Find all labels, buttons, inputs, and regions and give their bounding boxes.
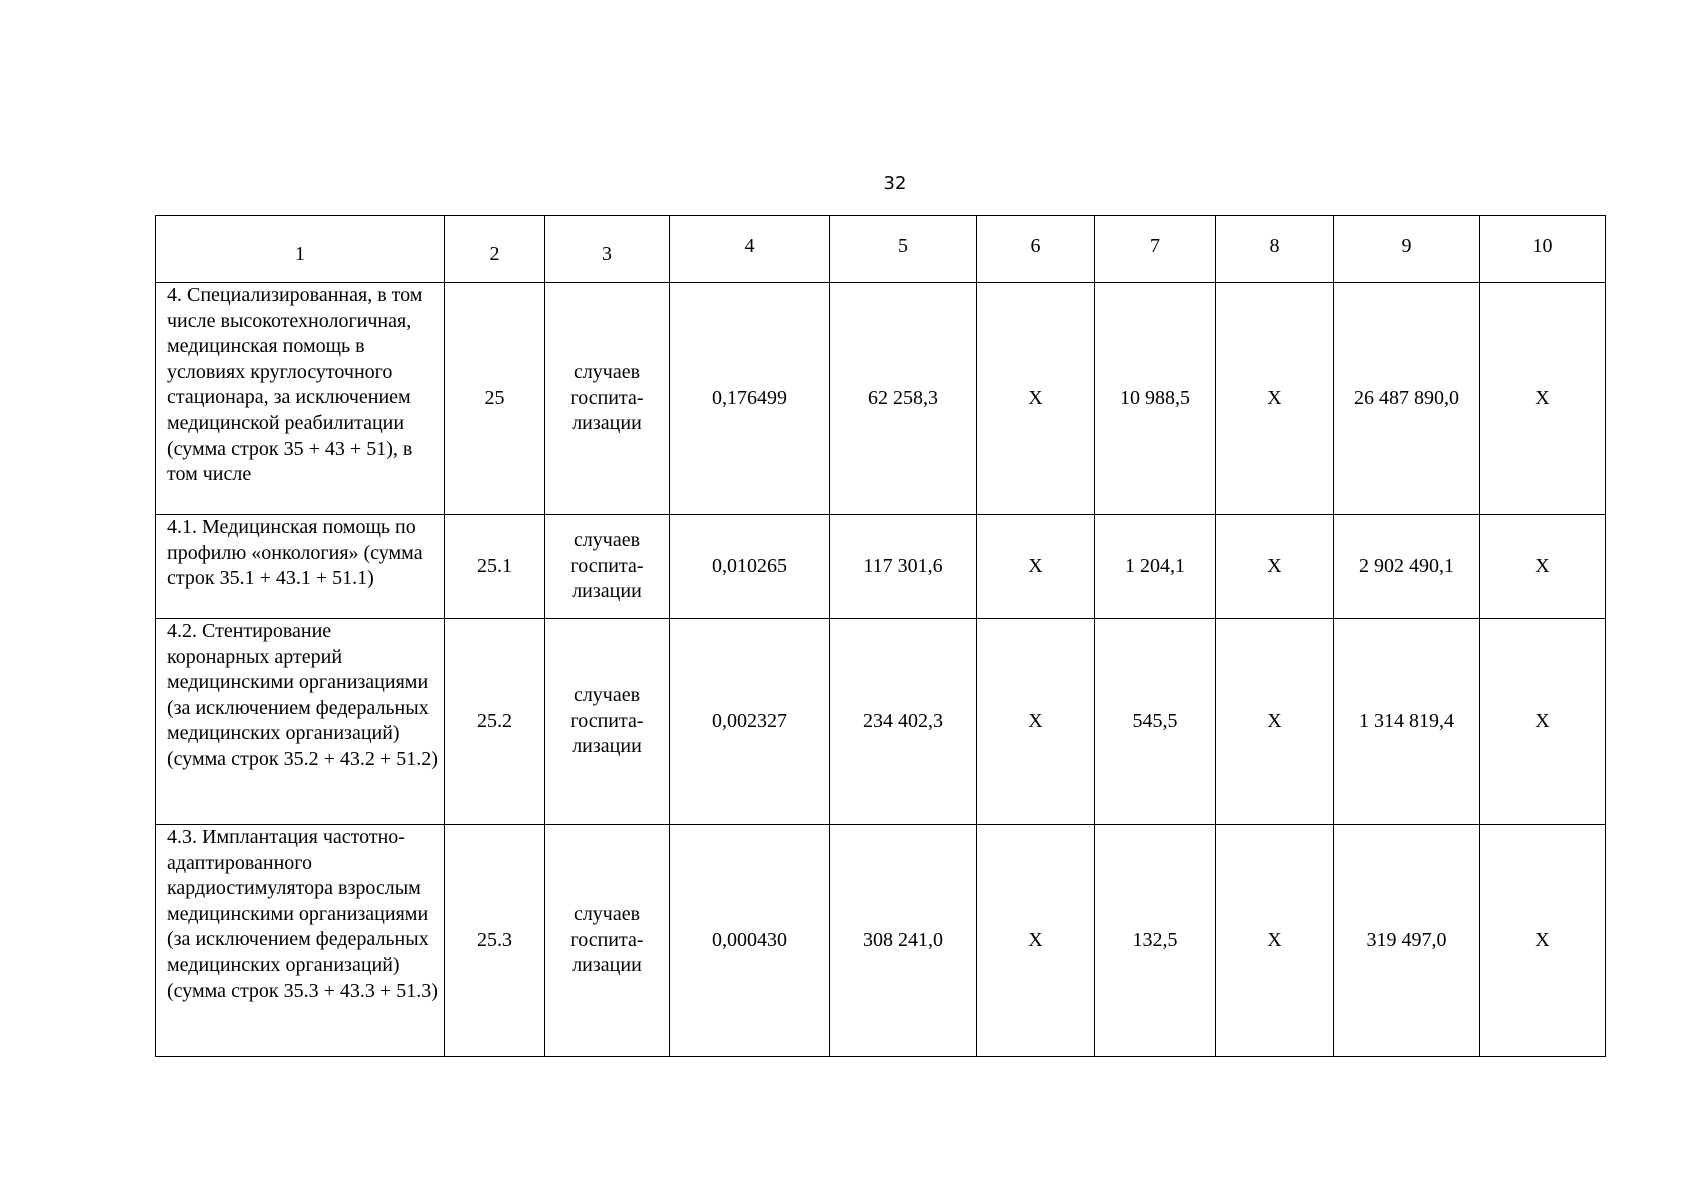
cell-col4: 0,002327 — [670, 619, 830, 825]
unit-line: случаев — [573, 903, 641, 926]
unit-line: лизации — [572, 954, 642, 977]
cell-col9: 319 497,0 — [1334, 825, 1480, 1057]
row-unit — [545, 825, 670, 1057]
row-unit — [545, 619, 670, 825]
column-header: 6 — [977, 216, 1095, 283]
unit-line: лизации — [572, 412, 642, 435]
cell-col6: Х — [977, 825, 1095, 1057]
unit-line: случаев — [573, 529, 641, 552]
table-header-row — [156, 216, 1606, 283]
unit-line: лизации — [572, 580, 642, 603]
cell-col5: 234 402,3 — [830, 619, 977, 825]
row-unit — [545, 515, 670, 619]
cell-col6: Х — [977, 515, 1095, 619]
row-name: 4.2. Стентирование коронарных артерий медицинскими организациями (за исключением федеральных медицинских организаций) (сумма строк 35.2 + 43.2 + 51.2) — [156, 619, 445, 825]
unit-line: случаев — [573, 684, 641, 707]
cell-col5: 62 258,3 — [830, 283, 977, 515]
column-header: 7 — [1095, 216, 1216, 283]
data-table — [155, 215, 1606, 1057]
cell-col6: Х — [977, 619, 1095, 825]
cell-col4: 0,176499 — [670, 283, 830, 515]
unit-line: госпита- — [570, 928, 644, 951]
unit-line: случаев — [573, 361, 641, 384]
row-code: 25 — [445, 283, 545, 515]
cell-col9: 2 902 490,1 — [1334, 515, 1480, 619]
cell-col5: 308 241,0 — [830, 825, 977, 1057]
column-header: 2 — [445, 216, 545, 283]
column-header: 1 — [156, 216, 445, 283]
column-header: 8 — [1216, 216, 1334, 283]
cell-col5: 117 301,6 — [830, 515, 977, 619]
cell-col10: Х — [1480, 619, 1606, 825]
cell-col7: 132,5 — [1095, 825, 1216, 1057]
column-header: 4 — [670, 216, 830, 283]
column-header: 3 — [545, 216, 670, 283]
row-name: 4.1. Медицинская помощь по профилю «онкология» (сумма строк 35.1 + 43.1 + 51.1) — [156, 515, 445, 619]
cell-col8: Х — [1216, 619, 1334, 825]
cell-col8: Х — [1216, 283, 1334, 515]
row-name: 4.3. Имплантация частотно-адаптированного кардиостимулятора взрослым медицинскими организациями (за исключением федеральных медицинских организаций) (сумма строк 35.3 + 43.3 + 51.3) — [156, 825, 445, 1057]
cell-col9: 1 314 819,4 — [1334, 619, 1480, 825]
cell-col6: Х — [977, 283, 1095, 515]
cell-col7: 1 204,1 — [1095, 515, 1216, 619]
cell-col7: 10 988,5 — [1095, 283, 1216, 515]
unit-line: госпита- — [570, 554, 644, 577]
cell-col4: 0,010265 — [670, 515, 830, 619]
row-code: 25.3 — [445, 825, 545, 1057]
table-row — [156, 283, 1606, 515]
row-unit — [545, 283, 670, 515]
column-header: 9 — [1334, 216, 1480, 283]
cell-col8: Х — [1216, 515, 1334, 619]
unit-line: госпита- — [570, 386, 644, 409]
cell-col4: 0,000430 — [670, 825, 830, 1057]
cell-col8: Х — [1216, 825, 1334, 1057]
cell-col10: Х — [1480, 515, 1606, 619]
cell-col10: Х — [1480, 283, 1606, 515]
table-row — [156, 825, 1606, 1057]
cell-col10: Х — [1480, 825, 1606, 1057]
page-number: 32 — [883, 173, 907, 194]
unit-line: лизации — [572, 735, 642, 758]
column-header: 5 — [830, 216, 977, 283]
unit-line: госпита- — [570, 709, 644, 732]
cell-col9: 26 487 890,0 — [1334, 283, 1480, 515]
column-header: 10 — [1480, 216, 1606, 283]
table-row — [156, 619, 1606, 825]
row-code: 25.2 — [445, 619, 545, 825]
cell-col7: 545,5 — [1095, 619, 1216, 825]
table-row — [156, 515, 1606, 619]
row-code: 25.1 — [445, 515, 545, 619]
row-name: 4. Специализированная, в том числе высокотехнологичная, медицинская помощь в условиях круглосуточного стационара, за исключением медицинской реабилитации (сумма строк 35 + 43 + 51), в том числе — [156, 283, 445, 515]
